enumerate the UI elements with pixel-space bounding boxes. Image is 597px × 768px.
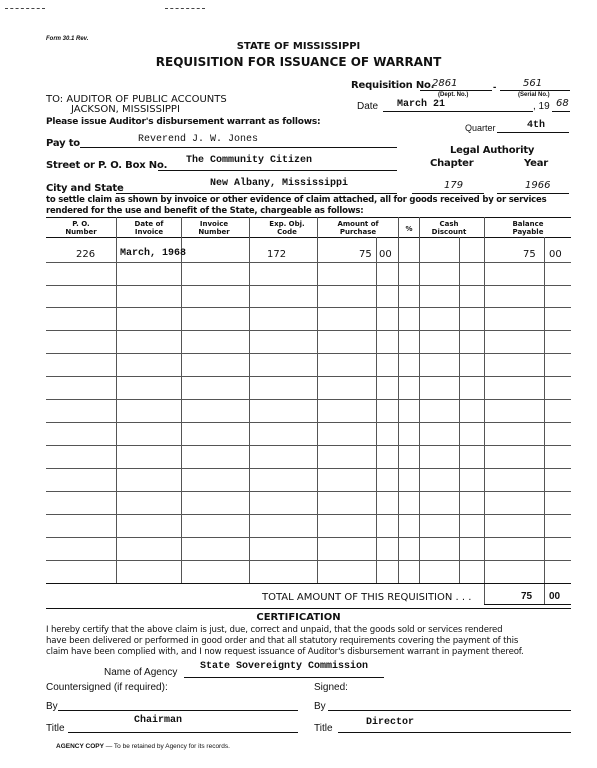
title-label-left: Title bbox=[46, 723, 65, 734]
by-label-left: By bbox=[46, 701, 58, 712]
quarter-value[interactable]: 4th bbox=[527, 120, 546, 131]
chapter-value[interactable]: 179 bbox=[444, 180, 464, 191]
date-label: Date bbox=[357, 101, 379, 112]
row-date-of-invoice[interactable]: March, 1968 bbox=[120, 248, 187, 259]
agency-value[interactable]: State Sovereignty Commission bbox=[200, 661, 369, 672]
agency-label: Name of Agency bbox=[104, 667, 178, 678]
header-invoice-number: Invoice Number bbox=[198, 220, 230, 236]
title-right-value[interactable]: Director bbox=[366, 717, 415, 728]
instruction-text: Please issue Auditor's disbursement warrant as follows: bbox=[46, 117, 321, 127]
title-left-value[interactable]: Chairman bbox=[134, 715, 183, 726]
header-date-of-invoice: Date of Invoice bbox=[134, 220, 164, 236]
city-value[interactable]: New Albany, Mississippi bbox=[210, 178, 349, 189]
legal-year-value[interactable]: 1966 bbox=[525, 180, 551, 191]
street-label: Street or P. O. Box No. bbox=[46, 160, 168, 171]
by-signature-line-right[interactable] bbox=[328, 710, 571, 711]
top-edge-mark bbox=[165, 8, 205, 9]
title-label-right: Title bbox=[314, 723, 333, 734]
date-value[interactable]: March 21 bbox=[397, 99, 446, 110]
chapter-label: Chapter bbox=[430, 158, 474, 169]
city-label: City and State bbox=[46, 183, 124, 194]
dept-no-caption: (Dept. No.) bbox=[438, 92, 469, 98]
to-auditor: TO: AUDITOR OF PUBLIC ACCOUNTS bbox=[46, 94, 227, 105]
footer-agency-copy: AGENCY COPY bbox=[56, 743, 104, 750]
header-po-number: P. O. Number bbox=[65, 220, 97, 236]
row-exp-obj-code[interactable]: 172 bbox=[267, 249, 287, 260]
header-exp-obj-code: Exp. Obj. Code bbox=[269, 220, 305, 236]
certification-line-3: claim have been complied with, and I now request issuance of Auditor's disbursement warrant in payment thereof. bbox=[46, 647, 524, 657]
certification-line-2: have been delivered or performed in good order and that all statutory requirements covering the payment of this bbox=[46, 636, 519, 646]
total-cents: 00 bbox=[549, 591, 561, 602]
row-amount-dollars[interactable]: 75 bbox=[359, 249, 372, 260]
by-label-right: By bbox=[314, 701, 326, 712]
countersigned-label: Countersigned (if required): bbox=[46, 682, 168, 693]
form-title: REQUISITION FOR ISSUANCE OF WARRANT bbox=[155, 55, 442, 69]
quarter-label: Quarter bbox=[465, 123, 496, 133]
certification-line-1: I hereby certify that the above claim is just, due, correct and unpaid, that the goods sold or services rendered bbox=[46, 625, 503, 635]
pay-to-label: Pay to bbox=[46, 138, 80, 149]
serial-no-caption: (Serial No.) bbox=[518, 92, 550, 98]
row-balance-cents[interactable]: 00 bbox=[549, 249, 562, 260]
legal-authority-title: Legal Authority bbox=[450, 145, 535, 156]
requisition-serial-no[interactable]: 561 bbox=[523, 78, 543, 89]
total-dollars: 75 bbox=[521, 591, 533, 602]
header-cash-discount: Cash Discount bbox=[431, 220, 467, 236]
requisition-label: Requisition No. bbox=[351, 80, 435, 91]
row-po-number[interactable]: 226 bbox=[76, 249, 96, 260]
top-edge-mark bbox=[5, 8, 45, 9]
by-signature-line-left[interactable] bbox=[58, 710, 298, 711]
row-amount-cents[interactable]: 00 bbox=[379, 249, 392, 260]
header-percent: % bbox=[405, 225, 413, 233]
state-heading: STATE OF MISSISSIPPI bbox=[236, 41, 361, 52]
row-balance-dollars[interactable]: 75 bbox=[523, 249, 536, 260]
settle-claim-text: to settle claim as shown by invoice or other evidence of claim attached, all for goods received by or services rendered for the use and benefit of the State, chargeable as follows: bbox=[46, 195, 547, 216]
legal-year-label: Year bbox=[524, 158, 548, 169]
street-value[interactable]: The Community Citizen bbox=[186, 155, 313, 166]
year-value[interactable]: 68 bbox=[556, 98, 569, 109]
year-prefix: , 19 bbox=[533, 101, 550, 112]
signed-label: Signed: bbox=[314, 682, 348, 693]
header-balance-payable: Balance Payable bbox=[512, 220, 544, 236]
header-amount-of-purchase: Amount of Purchase bbox=[337, 220, 379, 236]
pay-to-value[interactable]: Reverend J. W. Jones bbox=[138, 134, 259, 145]
footer-note bbox=[56, 743, 230, 750]
certification-title: CERTIFICATION bbox=[256, 612, 341, 623]
requisition-dept-no[interactable]: 2861 bbox=[432, 78, 458, 89]
form-number: Form 30.1 Rev. bbox=[46, 36, 89, 42]
requisition-dash: - bbox=[493, 82, 497, 93]
footer-retention-text: — To be retained by Agency for its records. bbox=[103, 743, 230, 750]
total-label: TOTAL AMOUNT OF THIS REQUISITION . . . bbox=[262, 592, 472, 603]
to-city: JACKSON, MISSISSIPPI bbox=[71, 104, 180, 115]
